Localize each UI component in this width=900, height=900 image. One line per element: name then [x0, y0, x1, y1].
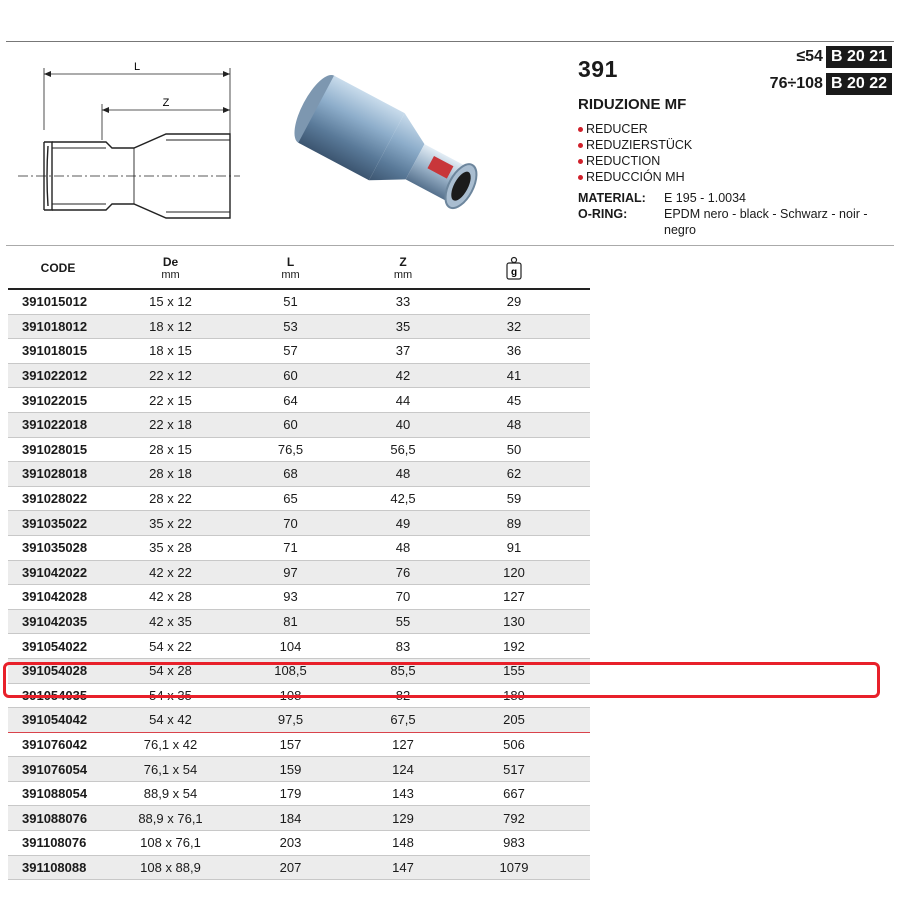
table-row: [8, 462, 590, 487]
product-name: RIDUZIONE MF: [578, 96, 687, 113]
cell-de: 15 x 12: [149, 294, 192, 310]
cell-code: 391054035: [22, 687, 88, 703]
cell-z: 83: [395, 638, 411, 654]
table-row: [8, 782, 590, 807]
cell-de: 88,9 x 54: [143, 786, 198, 802]
table-row: [8, 806, 590, 831]
header-l: L mm: [281, 255, 300, 281]
cell-de: 35 x 28: [149, 540, 192, 556]
cell-code: 391042022: [22, 564, 88, 580]
cell-de: 22 x 18: [149, 417, 192, 433]
material-label: MATERIAL:: [578, 191, 646, 205]
product-code: 391: [578, 56, 618, 82]
oring-spec: [578, 206, 894, 238]
badge-tag: B 20 21: [826, 46, 892, 68]
material-spec: [578, 190, 894, 206]
cell-weight: 517: [503, 761, 525, 777]
table-row: [8, 364, 590, 389]
cell-weight: 130: [503, 614, 525, 630]
cell-l: 70: [283, 515, 298, 531]
cell-code: 391042035: [22, 614, 88, 630]
oring-value: EPDM nero - black - Schwarz - noir - negro: [664, 207, 868, 237]
cell-z: 129: [392, 810, 414, 826]
cell-de: 88,9 x 76,1: [138, 810, 203, 826]
cell-de: 28 x 22: [149, 491, 192, 507]
svg-text:g: g: [510, 267, 518, 278]
cell-z: 124: [392, 761, 414, 777]
table-row: [8, 856, 590, 881]
cell-z: 35: [395, 318, 411, 334]
table-row: [8, 831, 590, 856]
cell-code: 391035022: [22, 515, 88, 531]
oring-label: O-RING:: [578, 207, 628, 221]
cell-z: 48: [395, 466, 411, 482]
cell-de: 42 x 35: [149, 614, 192, 630]
cell-l: 179: [279, 786, 302, 802]
cell-weight: 45: [506, 392, 522, 408]
cell-de: 108 x 76,1: [140, 835, 201, 851]
cell-z: 67,5: [390, 712, 416, 728]
cell-de: 76,1 x 42: [143, 736, 198, 752]
cell-l: 184: [279, 810, 302, 826]
table-row: [8, 487, 590, 512]
material-value: E 195 - 1.0034: [664, 191, 747, 205]
translation-item: REDUCTION: [578, 153, 692, 169]
cell-weight: 62: [506, 466, 522, 482]
cell-de: 28 x 15: [149, 441, 192, 457]
cell-code: 391054028: [22, 663, 88, 679]
cell-l: 207: [279, 859, 302, 875]
cell-l: 108: [279, 687, 302, 703]
weight-icon: [505, 256, 523, 280]
cell-l: 76,5: [277, 441, 304, 457]
dimension-table: [8, 248, 590, 880]
cell-z: 44: [395, 392, 411, 408]
bullet-dot-icon: [578, 143, 583, 148]
cell-de: 28 x 18: [149, 466, 192, 482]
top-rule: [6, 41, 894, 42]
table-body: [8, 290, 590, 880]
cell-z: 148: [392, 835, 414, 851]
product-translations: [578, 121, 692, 185]
cell-code: 391018012: [22, 318, 88, 334]
cell-code: 391015012: [22, 294, 88, 310]
badge-range: ≤54: [796, 47, 823, 65]
badge-row: [770, 71, 892, 96]
table-row: [8, 388, 590, 413]
cell-weight: 41: [506, 368, 522, 384]
cell-code: 391076054: [22, 761, 88, 777]
table-row: [8, 413, 590, 438]
translation-item: REDUZIERSTÜCK: [578, 137, 692, 153]
cell-z: 42,5: [390, 491, 416, 507]
cell-weight: 36: [506, 343, 522, 359]
diagram-label-Z: Z: [162, 97, 170, 109]
table-row: [8, 585, 590, 610]
cell-l: 53: [283, 318, 298, 334]
cell-de: 22 x 12: [149, 368, 192, 384]
cell-weight: 50: [506, 441, 522, 457]
cell-code: 391022012: [22, 368, 88, 384]
cell-code: 391088054: [22, 786, 88, 802]
cell-code: 391042028: [22, 589, 88, 605]
table-row: [8, 733, 590, 758]
cell-code: 391054022: [22, 638, 88, 654]
cell-z: 147: [392, 859, 414, 875]
cell-z: 33: [395, 294, 411, 310]
cell-z: 37: [395, 343, 411, 359]
size-badges: [770, 44, 892, 98]
cell-z: 49: [395, 515, 411, 531]
cell-l: 65: [283, 491, 298, 507]
cell-de: 18 x 15: [149, 343, 192, 359]
header-weight: [458, 248, 570, 288]
cell-l: 60: [283, 368, 298, 384]
cell-l: 97,5: [277, 712, 304, 728]
cell-weight: 983: [503, 835, 525, 851]
table-row: [8, 757, 590, 782]
cell-weight: 667: [503, 786, 525, 802]
bullet-dot-icon: [578, 159, 583, 164]
header-de: De mm: [161, 255, 180, 281]
cell-de: 76,1 x 54: [143, 761, 198, 777]
cell-de: 22 x 15: [149, 392, 192, 408]
cell-l: 51: [283, 294, 298, 310]
cell-z: 127: [392, 736, 414, 752]
cell-code: 391035028: [22, 540, 88, 556]
cell-de: 54 x 35: [149, 687, 192, 703]
cell-l: 159: [279, 761, 302, 777]
cell-l: 68: [283, 466, 298, 482]
cell-l: 71: [283, 540, 298, 556]
cell-l: 81: [283, 614, 298, 630]
cell-weight: 59: [506, 491, 522, 507]
translation-item: REDUCCIÓN MH: [578, 169, 692, 185]
cell-weight: 120: [503, 564, 525, 580]
table-row: [8, 315, 590, 340]
table-row: [8, 438, 590, 463]
cell-de: 108 x 88,9: [140, 859, 201, 875]
cell-z: 85,5: [390, 663, 416, 679]
cell-weight: 48: [506, 417, 522, 433]
table-header: [8, 248, 590, 290]
reducer-photo: [268, 62, 518, 237]
cell-weight: 89: [506, 515, 522, 531]
cell-de: 42 x 22: [149, 564, 192, 580]
cell-z: 70: [395, 589, 411, 605]
table-row: [8, 536, 590, 561]
cell-l: 93: [283, 589, 298, 605]
cell-z: 40: [395, 417, 411, 433]
cell-code: 391108088: [22, 859, 87, 875]
table-row: [8, 561, 590, 586]
cell-z: 76: [395, 564, 411, 580]
translation-item: REDUCER: [578, 121, 692, 137]
table-row: [8, 634, 590, 659]
cell-de: 54 x 42: [149, 712, 192, 728]
badge-row: [770, 44, 892, 69]
cell-weight: 189: [503, 687, 525, 703]
header-z: Z mm: [393, 255, 413, 281]
cell-weight: 506: [503, 736, 525, 752]
cell-code: 391018015: [22, 343, 88, 359]
cell-weight: 91: [506, 540, 522, 556]
cell-code: 391028015: [22, 441, 88, 457]
cell-l: 108,5: [274, 663, 307, 679]
cell-z: 143: [392, 786, 414, 802]
header-code: CODE: [40, 261, 76, 275]
cell-z: 42: [395, 368, 411, 384]
bullet-dot-icon: [578, 127, 583, 132]
cell-weight: 1079: [499, 859, 529, 875]
diagram-label-L: L: [133, 61, 141, 73]
cell-code: 391076042: [22, 736, 88, 752]
cell-weight: 155: [503, 663, 525, 679]
cell-code: 391022018: [22, 417, 88, 433]
cell-weight: 205: [503, 712, 525, 728]
cell-de: 35 x 22: [149, 515, 192, 531]
cell-de: 18 x 12: [149, 318, 192, 334]
cell-de: 42 x 28: [149, 589, 192, 605]
cell-code: 391054042: [22, 712, 88, 728]
cell-weight: 32: [506, 318, 522, 334]
cell-l: 60: [283, 417, 298, 433]
table-row: [8, 290, 590, 315]
badge-range: 76÷108: [769, 74, 823, 92]
cell-l: 157: [279, 736, 302, 752]
cell-z: 82: [395, 687, 411, 703]
table-row: [8, 610, 590, 635]
cell-de: 54 x 28: [149, 663, 192, 679]
table-row: [8, 708, 590, 733]
highlight-box: [3, 662, 880, 698]
cell-z: 56,5: [390, 441, 416, 457]
cell-weight: 29: [506, 294, 522, 310]
cell-l: 104: [279, 638, 302, 654]
cell-l: 64: [283, 392, 298, 408]
cell-code: 391028022: [22, 491, 88, 507]
cell-code: 391022015: [22, 392, 88, 408]
cell-weight: 792: [503, 810, 525, 826]
cell-code: 391088076: [22, 810, 88, 826]
cell-code: 391108076: [22, 835, 87, 851]
header-rule: [6, 245, 894, 246]
badge-tag: B 20 22: [826, 73, 892, 95]
cell-l: 203: [279, 835, 302, 851]
bullet-dot-icon: [578, 175, 583, 180]
cell-l: 97: [283, 564, 298, 580]
cell-code: 391028018: [22, 466, 88, 482]
cell-z: 48: [395, 540, 411, 556]
table-row: [8, 339, 590, 364]
cell-de: 54 x 22: [149, 638, 192, 654]
table-row: [8, 511, 590, 536]
cell-l: 57: [283, 343, 298, 359]
cell-weight: 127: [503, 589, 525, 605]
reducer-diagram: [14, 58, 244, 228]
cell-weight: 192: [503, 638, 525, 654]
cell-z: 55: [395, 614, 411, 630]
